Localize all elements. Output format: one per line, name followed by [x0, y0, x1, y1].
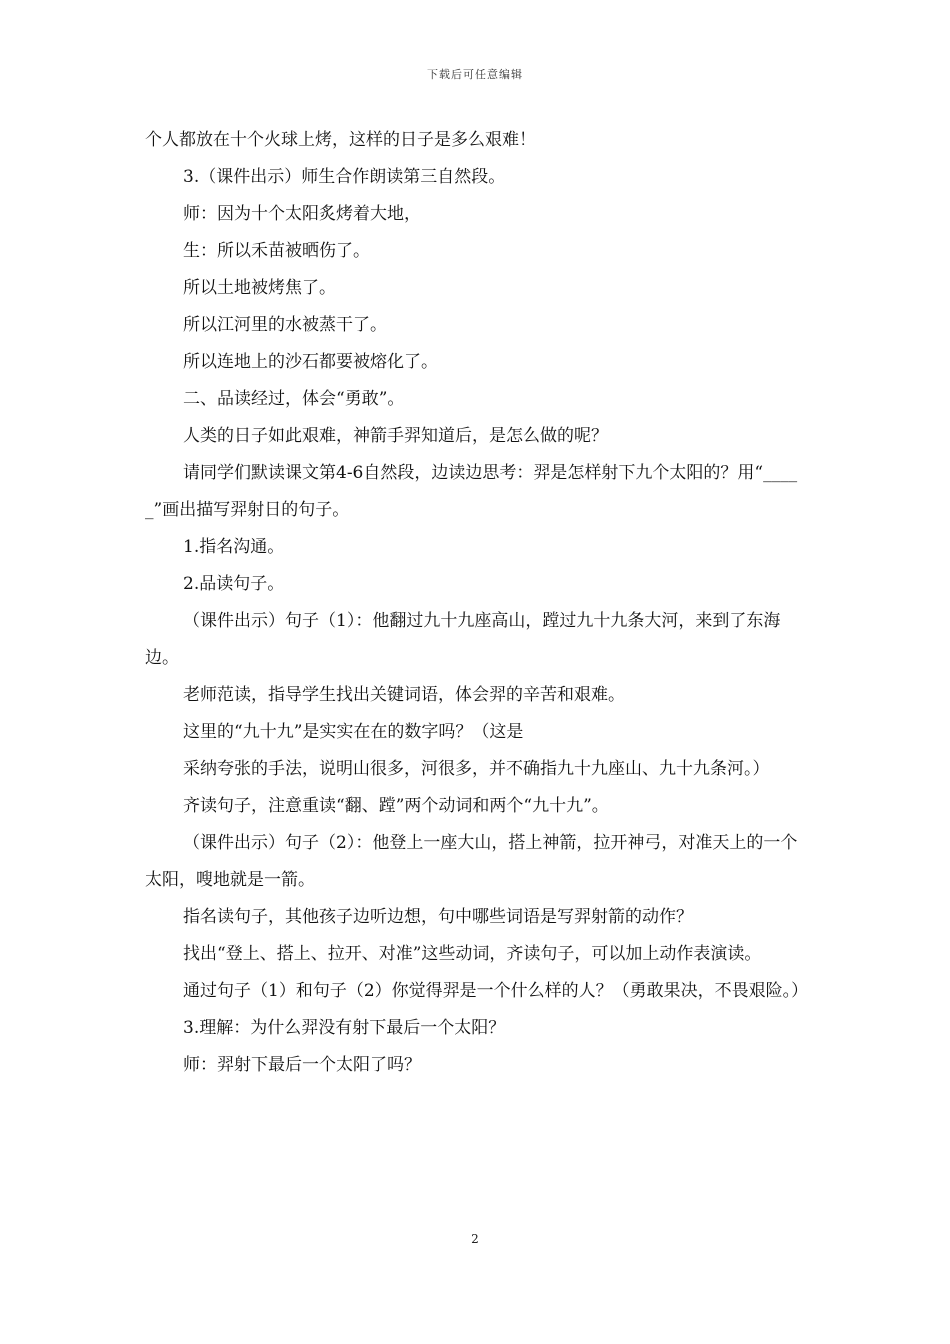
page-number: 2: [471, 1232, 479, 1246]
paragraph: 齐读句子，注意重读“翻、蹚”两个动词和两个“九十九”。: [183, 796, 609, 816]
paragraph: 个人都放在十个火球上烤，这样的日子是多么艰难！: [145, 130, 536, 150]
paragraph: 所以连地上的沙石都要被熔化了。: [183, 352, 438, 372]
paragraph: 找出“登上、搭上、拉开、对准”这些动词，齐读句子，可以加上动作表演读。: [183, 944, 762, 964]
paragraph: 老师范读，指导学生找出关键词语，体会羿的辛苦和艰难。: [183, 685, 625, 705]
document-body: [145, 122, 813, 1084]
paragraph: 1.指名沟通。: [183, 537, 285, 557]
paragraph: （课件出示）句子（1）：他翻过九十九座高山，蹚过九十九条大河，来到了东海边。: [145, 611, 781, 668]
paragraph: 所以江河里的水被蒸干了。: [183, 315, 387, 335]
paragraph: 师：因为十个太阳炙烤着大地，: [183, 204, 421, 224]
page-header: 下载后可任意编辑: [427, 68, 523, 81]
paragraph: 生：所以禾苗被晒伤了。: [183, 241, 370, 261]
paragraph: 指名读句子，其他孩子边听边想，句中哪些词语是写羿射箭的动作？: [183, 907, 693, 927]
paragraph: 通过句子（1）和句子（2）你觉得羿是一个什么样的人？（勇敢果决，不畏艰险。）: [183, 981, 809, 1001]
paragraph: 二、品读经过，体会“勇敢”。: [183, 389, 405, 409]
paragraph: 采纳夸张的手法，说明山很多，河很多，并不确指九十九座山、九十九条河。）: [183, 759, 770, 779]
paragraph: 师：羿射下最后一个太阳了吗？: [183, 1055, 421, 1075]
paragraph: 这里的“九十九”是实实在在的数字吗？（这是: [183, 722, 524, 742]
paragraph: 请同学们默读课文第4-6自然段，边读边思考：羿是怎样射下九个太阳的？用“_____”画出描写羿射日的句子。: [145, 463, 798, 520]
paragraph: 人类的日子如此艰难，神箭手羿知道后，是怎么做的呢？: [183, 426, 608, 446]
paragraph: 2.品读句子。: [183, 574, 285, 594]
paragraph: 3.理解：为什么羿没有射下最后一个太阳？: [183, 1018, 506, 1038]
paragraph: 所以土地被烤焦了。: [183, 278, 336, 298]
paragraph: （课件出示）句子（2）：他登上一座大山，搭上神箭，拉开神弓，对准天上的一个太阳，嗖地就是一箭。: [145, 833, 798, 890]
paragraph: 3.（课件出示）师生合作朗读第三自然段。: [183, 167, 506, 187]
